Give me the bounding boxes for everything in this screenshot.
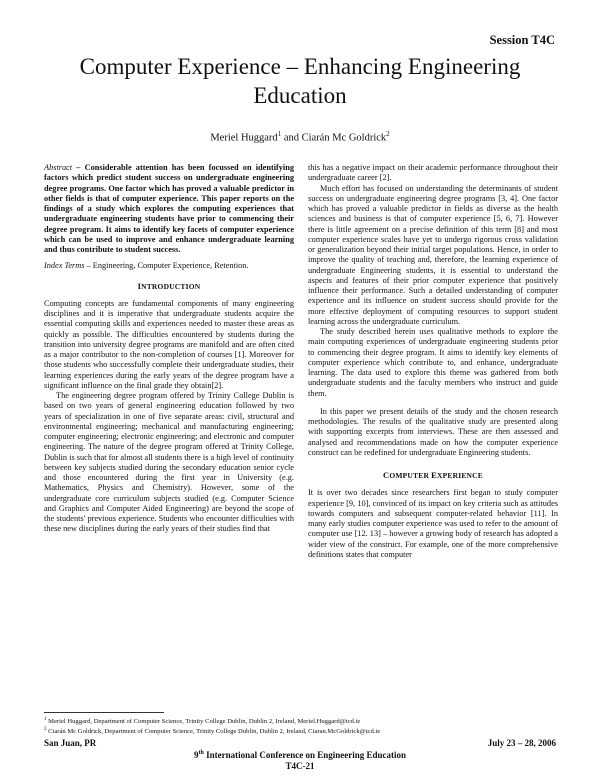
intro-paragraph-2: The engineering degree program offered by Trinity College Dublin is based on two years of general engineering education followed by two years of specialization in one of five separate areas: civil, structural and environmental engineering; mechanical and manufacturing engineering; computer engineering; electronic engineering; and electronic and computer engineering. The nature of the degree program offered at Trinity College, Dublin is such that for almost all students there is a high level of continuity between key subjects studied during the secondary education senior cycle and those encountered during the first year in University (e.g. Mathematics, Physics and Chemistry). However, some of the undergraduate core curriculum subjects studied (e.g. Computer Science and Graphics and Computer Aided Engineering) are beyond the scope of the students' previous experience. Students who encounter difficulties with these new disciplines during the early years of their studies find that xyxy=(44,391,294,534)
author-conjunction: and xyxy=(281,132,302,144)
index-terms-label: Index Terms xyxy=(44,261,85,271)
author-2: Ciarán Mc Goldrick xyxy=(301,132,387,144)
index-terms-text: – Engineering, Computer Experience, Retention. xyxy=(84,261,249,271)
computer-experience-paragraph-1: It is over two decades since researchers first began to study computer experience [9, 10], convinced of its impact on key criteria such as attitudes towards computers and subsequent computer-related behavior [11]. In many early studies computer experience was used to refer to the amount of computer use [12. 13] – however a growing body of research has adopted a wider view of the construct. For example, one of the more comprehensive definitions states that computer xyxy=(308,488,558,559)
intro-paragraph-4: Much effort has focused on understanding the determinants of student success on undergraduate engineering degree programs [3, 4]. One factor which has proved a valuable predictor in fields as diverse as the health sciences and business is that of computer experience [5, 6, 7]. However there is little agreement on a precise definition of this term [8] and most computer experience scales have yet to undergo rigorous cross validation or generalization beyond their initial target populations. Hence, in order to improve the quality of teaching and, therefore, the learning experience of undergraduate Engineering students, it is essential to understand the aspects and features of their prior computer experience that positively influence their performance. Such a detailed understanding of computer experience and its influence on student success should provide for the more effective deployment of computing resources to support student learning across the undergraduate curriculum. xyxy=(308,183,558,326)
footnote-rule xyxy=(44,712,164,713)
footer-conference xyxy=(100,748,500,771)
author-1: Meriel Huggard xyxy=(210,132,278,144)
index-terms xyxy=(44,261,294,271)
footnote-2: $^2$ Ciarán Mc Goldrick, Department of Computer Science, Trinity College Dublin, Dublin 2, Ireland, Ciaran.McGoldrick@tcd.ie xyxy=(44,727,381,736)
paper-title: Computer Experience – Enhancing Engineering Education xyxy=(79,54,521,108)
intro-paragraph-5: The study described herein uses qualitative methods to explore the main computing experiences of undergraduate engineering students prior to commencing their degree program. It aims to identify key elements of computer experience which contribute to, and enhance, undergraduate learning. The data used to explore this theme was gathered from both undergraduate students and the faculty members who instruct and guide them. xyxy=(308,327,558,398)
footer-location: San Juan, PR xyxy=(44,738,97,748)
abstract-text: – Considerable attention has been focussed on identifying factors which predict student success on undergraduate engineering degree programs. One factor which has proved a valuable predictor in other fields is that of computer experience. This paper reports on the findings of a study which explores the computing experiences that undergraduate engineering students have prior to commencing their degree program. It aims to identify key facets of computer experience which can be used to improve and enhance undergraduate learning and thus contribute to student success. xyxy=(44,163,294,254)
intro-paragraph-6: In this paper we present details of the study and the chosen research methodologies. The results of the qualitative study are presented along with supporting excerpts from interviews. These are then assessed and analysed and recommendations made on how the computer experience construct can be redefined for undergraduate Engineering students. xyxy=(308,406,558,457)
author-line xyxy=(40,130,560,144)
abstract xyxy=(44,163,294,255)
page-number: T4C-21 xyxy=(285,760,315,771)
intro-paragraph-1: Computing concepts are fundamental components of many engineering disciplines and it is imperative that undergraduate students acquire the essential computing skills and experiences needed to master these areas as quickly as possible. The difficulties encountered by students during the transition into university degree programs are manifold and are often cited as a major contributor to the non-completion of courses [1]. Moreover for those students who successfully complete their undergraduate studies, their learning experiences during the early years of the degree program have a significant influence on the final grade they obtain[2]. xyxy=(44,298,294,390)
footnotes xyxy=(44,716,564,736)
left-column xyxy=(44,163,294,535)
section-heading-introduction: INTRODUCTION xyxy=(137,280,201,291)
abstract-label: Abstract xyxy=(44,163,73,172)
section-heading-computer-experience: COMPUTER EXPERIENCE xyxy=(382,470,483,480)
conference-name: 9th International Conference on Engineering Education xyxy=(194,750,406,760)
session-label: Session T4C xyxy=(489,33,555,47)
author-2-mark: 2 xyxy=(386,130,390,138)
footer-dates: July 23 – 28, 2006 xyxy=(487,738,556,748)
right-column xyxy=(308,163,558,560)
author-1-mark: 1 xyxy=(277,130,282,138)
intro-paragraph-3: this has a negative impact on their academic performance throughout their undergraduate career [2]. xyxy=(308,163,558,183)
footnote-1: $^1$ Meriel Huggard, Department of Computer Science, Trinity College Dublin, Dublin 2, Ireland, Meriel.Huggard@tcd.ie xyxy=(44,717,361,726)
